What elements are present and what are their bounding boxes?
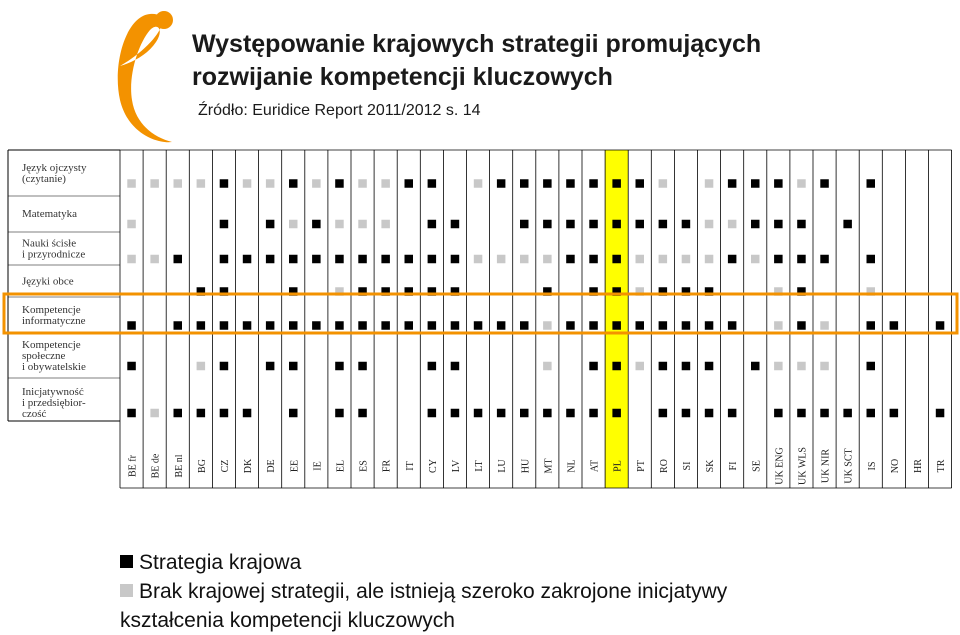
- cell-marker-0-HU: [520, 179, 529, 188]
- cell-marker-6-BG: [197, 409, 206, 418]
- cell-marker-5-IS: [867, 362, 876, 371]
- cell-marker-1-DE: [266, 220, 275, 229]
- cell-marker-5-PT: [636, 362, 645, 371]
- row-label-5-1: społeczne: [22, 350, 66, 362]
- cell-marker-4-NL: [566, 321, 575, 330]
- cell-marker-5-LV: [451, 362, 460, 371]
- cell-marker-0-CZ: [220, 179, 229, 188]
- source-note: Źródło: Euridice Report 2011/2012 s. 14: [198, 102, 481, 119]
- row-label-4-0: Kompetencje: [22, 304, 81, 316]
- title-line-1: Występowanie krajowych strategii promujących: [192, 30, 762, 58]
- column-label-LT: LT: [474, 460, 486, 472]
- cell-marker-0-SE: [751, 179, 760, 188]
- cell-marker-1-CY: [428, 220, 437, 229]
- cell-marker-4-RO: [659, 321, 668, 330]
- legend-item-national: [120, 548, 727, 577]
- cell-marker-5-DE: [266, 362, 275, 371]
- column-label-UK-NIR: UK NIR: [820, 448, 832, 484]
- column-label-CZ: CZ: [219, 459, 231, 473]
- row-label-6-1: i przedsiębior-: [22, 397, 86, 409]
- cell-marker-0-LU: [497, 179, 506, 188]
- cell-marker-2-LV: [451, 255, 460, 264]
- cell-marker-4-PL: [612, 321, 621, 330]
- cell-marker-4-MT: [543, 321, 552, 330]
- column-label-LU: LU: [497, 459, 509, 473]
- column-label-NL: NL: [566, 459, 578, 473]
- column-label-LV: LV: [450, 459, 462, 473]
- cell-marker-4-DK: [243, 321, 252, 330]
- cell-marker-6-PL: [612, 409, 621, 418]
- legend-label-broad-line2: kształcenia kompetencji kluczowych: [120, 609, 455, 632]
- cell-marker-6-AT: [589, 409, 598, 418]
- cell-marker-4-SK: [705, 321, 714, 330]
- cell-marker-0-RO: [659, 179, 668, 188]
- cell-marker-4-ES: [358, 321, 367, 330]
- cell-marker-4-DE: [266, 321, 275, 330]
- cell-marker-5-UK WLS: [797, 362, 806, 371]
- cell-marker-6-UK ENG: [774, 409, 783, 418]
- cell-marker-1-ES: [358, 220, 367, 229]
- cell-marker-0-FI: [728, 179, 737, 188]
- cell-marker-2-BE nl: [174, 255, 183, 264]
- cell-marker-5-BG: [197, 362, 206, 371]
- cell-marker-2-DE: [266, 255, 275, 264]
- cell-marker-4-EL: [335, 321, 344, 330]
- cell-marker-1-SI: [682, 220, 691, 229]
- cell-marker-2-IT: [405, 255, 414, 264]
- cell-marker-6-SI: [682, 409, 691, 418]
- cell-marker-2-ES: [358, 255, 367, 264]
- column-label-IE: IE: [312, 461, 324, 471]
- cell-marker-0-EL: [335, 179, 344, 188]
- cell-marker-2-PT: [636, 255, 645, 264]
- column-label-AT: AT: [589, 459, 601, 473]
- cell-marker-5-BE fr: [127, 362, 136, 371]
- cell-marker-1-UK WLS: [797, 220, 806, 229]
- cell-marker-5-SI: [682, 362, 691, 371]
- column-label-ES: ES: [358, 460, 370, 472]
- cell-marker-2-BE fr: [127, 255, 136, 264]
- column-label-FI: FI: [728, 461, 740, 471]
- cell-marker-0-MT: [543, 179, 552, 188]
- row-label-0-1: (czytanie): [22, 173, 66, 185]
- cell-marker-1-LV: [451, 220, 460, 229]
- row-label-5-2: i obywatelskie: [22, 361, 86, 373]
- cell-marker-2-SE: [751, 255, 760, 264]
- cell-marker-2-IE: [312, 255, 321, 264]
- column-label-HR: HR: [912, 459, 924, 473]
- cell-marker-1-FR: [381, 220, 390, 229]
- cell-marker-5-PL: [612, 362, 621, 371]
- cell-marker-4-CY: [428, 321, 437, 330]
- legend-label-broad-line1: Brak krajowej strategii, ale istnieją szeroko zakrojone inicjatywy: [139, 580, 728, 603]
- column-label-SK: SK: [705, 459, 717, 473]
- cell-marker-4-EE: [289, 321, 298, 330]
- cell-marker-0-PL: [612, 179, 621, 188]
- cell-marker-4-NO: [890, 321, 899, 330]
- cell-marker-2-MT: [543, 255, 552, 264]
- cell-marker-6-DK: [243, 409, 252, 418]
- cell-marker-1-BE fr: [127, 220, 136, 229]
- legend: [120, 548, 727, 635]
- cell-marker-4-TR: [936, 321, 945, 330]
- column-label-NO: NO: [889, 458, 901, 474]
- cell-marker-1-IE: [312, 220, 321, 229]
- cell-marker-6-BE nl: [174, 409, 183, 418]
- cell-marker-6-RO: [659, 409, 668, 418]
- cell-marker-1-AT: [589, 220, 598, 229]
- cell-marker-1-SK: [705, 220, 714, 229]
- cell-marker-2-IS: [867, 255, 876, 264]
- cell-marker-4-HU: [520, 321, 529, 330]
- cell-marker-4-AT: [589, 321, 598, 330]
- cell-marker-0-IT: [405, 179, 414, 188]
- column-label-PL: PL: [612, 460, 624, 472]
- row-label-3-0: Języki obce: [22, 275, 74, 288]
- cell-marker-4-BE nl: [174, 321, 183, 330]
- cell-marker-6-UK NIR: [820, 409, 829, 418]
- cell-marker-6-IS: [867, 409, 876, 418]
- column-label-BE-nl: BE nl: [173, 454, 185, 478]
- cell-marker-4-BE fr: [127, 321, 136, 330]
- highlight-column-PL: [605, 150, 628, 488]
- cell-marker-6-SK: [705, 409, 714, 418]
- cell-marker-1-UK ENG: [774, 220, 783, 229]
- cell-marker-0-DE: [266, 179, 275, 188]
- cell-marker-2-FR: [381, 255, 390, 264]
- cell-marker-0-BE nl: [174, 179, 183, 188]
- cell-marker-0-EE: [289, 179, 298, 188]
- cell-marker-1-FI: [728, 220, 737, 229]
- row-label-6-2: czość: [22, 408, 47, 420]
- column-label-EL: EL: [335, 459, 347, 473]
- cell-marker-4-FI: [728, 321, 737, 330]
- cell-marker-6-LT: [474, 409, 483, 418]
- cell-marker-2-FI: [728, 255, 737, 264]
- cell-marker-6-UK SCT: [843, 409, 852, 418]
- column-label-IS: IS: [866, 461, 878, 471]
- cell-marker-1-SE: [751, 220, 760, 229]
- cell-marker-2-UK ENG: [774, 255, 783, 264]
- cell-marker-5-EE: [289, 362, 298, 371]
- cell-marker-5-EL: [335, 362, 344, 371]
- legend-swatch-national: [120, 555, 133, 568]
- cell-marker-1-PL: [612, 220, 621, 229]
- cell-marker-4-LV: [451, 321, 460, 330]
- column-label-PT: PT: [635, 460, 647, 472]
- cell-marker-5-AT: [589, 362, 598, 371]
- cell-marker-0-CY: [428, 179, 437, 188]
- cell-marker-5-UK NIR: [820, 362, 829, 371]
- cell-marker-0-FR: [381, 179, 390, 188]
- cell-marker-2-SK: [705, 255, 714, 264]
- cell-marker-2-RO: [659, 255, 668, 264]
- row-label-4-1: informatyczne: [22, 315, 86, 327]
- cell-marker-2-HU: [520, 255, 529, 264]
- cell-marker-2-UK NIR: [820, 255, 829, 264]
- cell-marker-2-PL: [612, 255, 621, 264]
- cell-marker-5-UK ENG: [774, 362, 783, 371]
- cell-marker-0-UK ENG: [774, 179, 783, 188]
- cell-marker-2-LU: [497, 255, 506, 264]
- cell-marker-4-UK WLS: [797, 321, 806, 330]
- cell-marker-4-IT: [405, 321, 414, 330]
- cell-marker-2-CY: [428, 255, 437, 264]
- cell-marker-4-CZ: [220, 321, 229, 330]
- column-label-RO: RO: [658, 459, 670, 473]
- cell-marker-1-MT: [543, 220, 552, 229]
- cell-marker-0-PT: [636, 179, 645, 188]
- cell-marker-5-CY: [428, 362, 437, 371]
- row-label-2-0: Nauki ścisłe: [22, 237, 77, 250]
- row-label-6-0: Inicjatywność: [22, 386, 84, 398]
- cell-marker-0-IE: [312, 179, 321, 188]
- cell-marker-0-UK NIR: [820, 179, 829, 188]
- cell-marker-6-HU: [520, 409, 529, 418]
- cell-marker-6-EL: [335, 409, 344, 418]
- cell-marker-5-RO: [659, 362, 668, 371]
- column-label-BE-de: BE de: [150, 453, 162, 479]
- cell-marker-5-SK: [705, 362, 714, 371]
- cell-marker-0-DK: [243, 179, 252, 188]
- column-label-MT: MT: [543, 458, 555, 474]
- cell-marker-6-MT: [543, 409, 552, 418]
- cell-marker-2-UK WLS: [797, 255, 806, 264]
- cell-marker-6-NL: [566, 409, 575, 418]
- legend-swatch-broad: [120, 584, 133, 597]
- cell-marker-1-RO: [659, 220, 668, 229]
- cell-marker-1-NL: [566, 220, 575, 229]
- cell-marker-0-UK WLS: [797, 179, 806, 188]
- column-label-CY: CY: [427, 459, 439, 473]
- cell-marker-4-FR: [381, 321, 390, 330]
- cell-marker-0-AT: [589, 179, 598, 188]
- cell-marker-6-EE: [289, 409, 298, 418]
- column-label-HU: HU: [520, 458, 532, 474]
- row-label-5-0: Kompetencje: [22, 339, 81, 351]
- cell-marker-0-SK: [705, 179, 714, 188]
- column-label-EE: EE: [289, 459, 301, 473]
- cell-marker-2-EE: [289, 255, 298, 264]
- column-label-BE-fr: BE fr: [127, 455, 139, 477]
- cell-marker-0-LT: [474, 179, 483, 188]
- cell-marker-4-BG: [197, 321, 206, 330]
- legend-item-broad-cont: [120, 606, 727, 635]
- cell-marker-0-IS: [867, 179, 876, 188]
- cell-marker-1-UK SCT: [843, 220, 852, 229]
- column-label-TR: TR: [936, 459, 948, 473]
- column-label-UK-ENG: UK ENG: [774, 447, 786, 485]
- column-label-IT: IT: [404, 461, 416, 471]
- cell-marker-6-FI: [728, 409, 737, 418]
- cell-marker-4-IE: [312, 321, 321, 330]
- cell-marker-6-CY: [428, 409, 437, 418]
- cell-marker-4-UK ENG: [774, 321, 783, 330]
- column-label-DK: DK: [243, 458, 255, 474]
- column-label-UK-WLS: UK WLS: [797, 447, 809, 485]
- cell-marker-1-CZ: [220, 220, 229, 229]
- cell-marker-5-SE: [751, 362, 760, 371]
- legend-item-broad: [120, 577, 727, 606]
- cell-marker-0-BE de: [150, 179, 159, 188]
- column-label-DE: DE: [266, 459, 278, 473]
- cell-marker-6-BE fr: [127, 409, 136, 418]
- cell-marker-5-CZ: [220, 362, 229, 371]
- cell-marker-2-NL: [566, 255, 575, 264]
- row-label-0-0: Język ojczysty: [22, 162, 87, 174]
- cell-marker-5-ES: [358, 362, 367, 371]
- cell-marker-6-BE de: [150, 409, 159, 418]
- cell-marker-1-HU: [520, 220, 529, 229]
- cell-marker-4-UK NIR: [820, 321, 829, 330]
- column-label-BG: BG: [196, 459, 208, 473]
- row-label-1-0: Matematyka: [22, 208, 77, 220]
- title-line-2: rozwijanie kompetencji kluczowych: [192, 63, 613, 91]
- cell-marker-6-CZ: [220, 409, 229, 418]
- cell-marker-6-NO: [890, 409, 899, 418]
- cell-marker-0-BG: [197, 179, 206, 188]
- cell-marker-2-BE de: [150, 255, 159, 264]
- cell-marker-1-PT: [636, 220, 645, 229]
- cell-marker-4-IS: [867, 321, 876, 330]
- column-label-SI: SI: [681, 461, 693, 471]
- cell-marker-0-NL: [566, 179, 575, 188]
- cell-marker-4-LU: [497, 321, 506, 330]
- cell-marker-6-LV: [451, 409, 460, 418]
- cell-marker-1-EL: [335, 220, 344, 229]
- cell-marker-2-EL: [335, 255, 344, 264]
- cell-marker-4-LT: [474, 321, 483, 330]
- cell-marker-2-LT: [474, 255, 483, 264]
- row-label-2-1: i przyrodnicze: [22, 248, 86, 261]
- cell-marker-0-ES: [358, 179, 367, 188]
- cell-marker-5-MT: [543, 362, 552, 371]
- cell-marker-2-SI: [682, 255, 691, 264]
- cell-marker-1-EE: [289, 220, 298, 229]
- cell-marker-2-DK: [243, 255, 252, 264]
- cell-marker-4-SI: [682, 321, 691, 330]
- column-label-SE: SE: [751, 460, 763, 472]
- column-label-FR: FR: [381, 459, 393, 473]
- cell-marker-6-UK WLS: [797, 409, 806, 418]
- cell-marker-4-PT: [636, 321, 645, 330]
- column-label-UK-SCT: UK SCT: [843, 448, 855, 484]
- cell-marker-2-AT: [589, 255, 598, 264]
- cell-marker-0-BE fr: [127, 179, 136, 188]
- cell-marker-6-LU: [497, 409, 506, 418]
- cell-marker-6-TR: [936, 409, 945, 418]
- legend-label-national: Strategia krajowa: [139, 551, 302, 574]
- cell-marker-6-ES: [358, 409, 367, 418]
- cell-marker-2-CZ: [220, 255, 229, 264]
